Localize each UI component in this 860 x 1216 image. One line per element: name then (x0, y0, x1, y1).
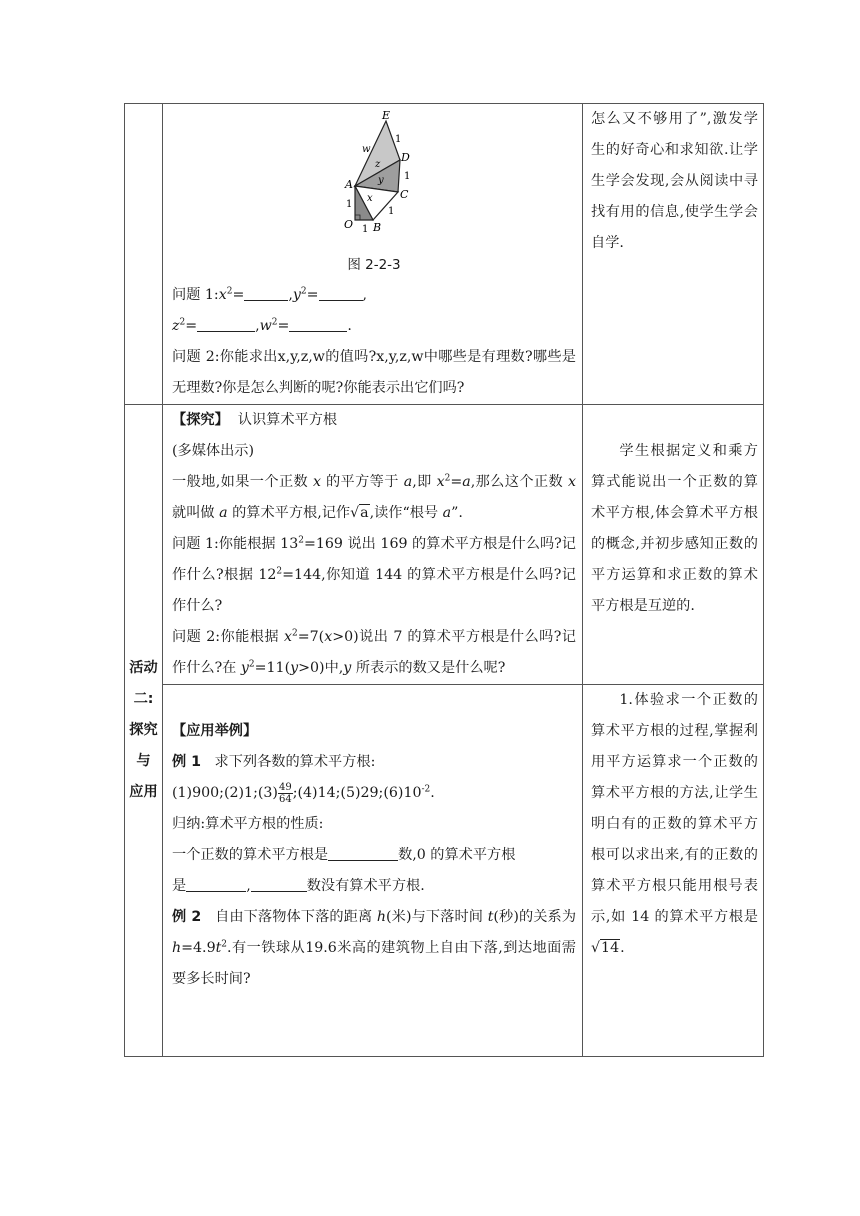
activity-cell-empty (125, 104, 163, 405)
label-x: x (367, 193, 373, 204)
note-cell (583, 104, 764, 405)
label-z: z (375, 159, 381, 170)
media-note: (多媒体出示) (172, 443, 255, 459)
property-line-1: 一个正数的算术平方根是 数,0 的算术平方根 (172, 847, 516, 863)
label-1-DC: 1 (404, 171, 411, 182)
definition: 一般地,如果一个正数 x 的平方等于 a,即 $x^2=a$,那么这个正数 x 就叫做 a 的算术平方根,记作√a,读作“根号 a”. (172, 473, 576, 521)
table-row (125, 405, 764, 685)
label-1-AO: 1 (346, 199, 353, 210)
question-1: 问题 $1:x^2= ,y^2=$ , (172, 286, 368, 303)
label-y: y (378, 175, 384, 186)
activity-label: 活动 二: 探究 与 应用 (125, 405, 163, 1057)
label-1-CB: 1 (388, 206, 395, 217)
label-D: D (401, 151, 410, 164)
summary-title: 归纳:算术平方根的性质: (172, 816, 324, 832)
content-cell (163, 685, 583, 1057)
label-1-ED: 1 (395, 134, 402, 145)
example-1: 例 1 求下列各数的算术平方根: (172, 754, 376, 770)
table-row (125, 685, 764, 1057)
question-2: 问题 2:你能求出x,y,z,w的值吗?x,y,z,w中哪些是有理数?哪些是无理数?你是怎么判断的呢?你能表示出它们吗? (172, 349, 576, 396)
note-cell (583, 685, 764, 1057)
label-w: w (362, 144, 371, 155)
note-text: 1.体验求一个正数的算术平方根的过程,掌握利用平方运算求一个正数的算术平方根的方法,让学生明白有的正数的算术平方根可以求出来,有的正数的算术平方根只能用根号表示,如 14 的算术平方根是√14. (591, 692, 758, 956)
property-line-2: 是 , 数没有算术平方根. (172, 878, 425, 894)
label-A: A (345, 178, 353, 191)
note-cell (583, 405, 764, 685)
label-1-OB: 1 (362, 224, 369, 235)
label-B: B (373, 221, 382, 234)
explore-question-2: 问题 2:你能根据 $x^2=7(x>0)$说出 7 的算术平方根是什么吗?记作什么?在 $y^2=11(y>0)$中,y 所表示的数又是什么呢? (172, 628, 576, 676)
content-cell (163, 405, 583, 685)
section-heading: 【探究】 认识算术平方根 (172, 412, 338, 428)
example-2: 例 2 自由下落物体下落的距离 h(米)与下落时间 t(秒)的关系为$h=4.9t^2$.有一铁球从19.6米高的建筑物上自由下落,到达地面需要多长时间? (172, 909, 577, 987)
spiral-triangle-diagram (324, 110, 424, 236)
lesson-table (124, 103, 764, 1057)
example-1-items: (1)900;(2)1;(3) $\frac{49}{64}$ $;(4)14;(5)29;(6)10^{-2}$. (172, 781, 435, 805)
explore-question-1: 问题 1:你能根据 $13^2=169$ 说出 169 的算术平方根是什么吗?记作什么?根据 $12^2=144$,你知道 144 的算术平方根是什么吗?记作什么? (172, 535, 576, 614)
label-C: C (400, 188, 409, 201)
table-row (125, 104, 764, 405)
question-1-cont: $z^2= ,w^2=$ . (172, 317, 352, 334)
note-text: 学生根据定义和乘方算式能说出一个正数的算术平方根,体会算术平方根的概念,并初步感知正数的平方运算和求正数的算术平方根是互逆的. (591, 443, 758, 614)
content-cell (163, 104, 583, 405)
figure (172, 104, 576, 248)
section-heading: 【应用举例】 (172, 723, 258, 739)
note-text: 怎么又不够用了”,激发学生的好奇心和求知欲.让学生学会发现,会从阅读中寻找有用的信息,使学生学会自学. (591, 111, 758, 251)
figure-caption: 图 2-2-3 (347, 257, 401, 273)
label-O: O (344, 218, 354, 231)
label-E: E (382, 110, 391, 122)
